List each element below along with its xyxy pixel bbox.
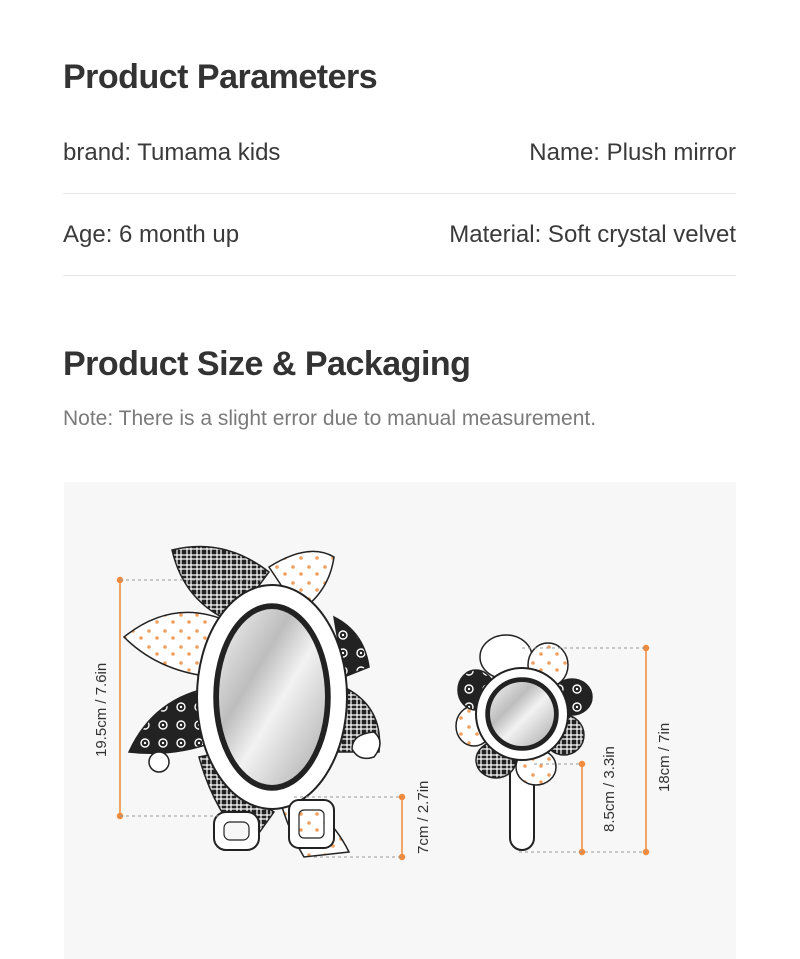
label-small-height: 18cm / 7in: [656, 722, 673, 792]
product-size-title: Product Size & Packaging: [63, 345, 471, 383]
size-diagram: [64, 482, 736, 959]
label-small-handle: 8.5cm / 3.3in: [601, 746, 618, 832]
param-row-2: [63, 194, 736, 276]
measurement-note: Note: There is a slight error due to manual measurement.: [63, 407, 597, 430]
param-row-1: [63, 112, 736, 194]
small-mirror-illustration: [456, 635, 592, 850]
param-age: Age: 6 month up: [63, 220, 240, 248]
size-figure-panel: [64, 482, 736, 959]
param-brand: brand: Tumama kids: [63, 138, 281, 166]
label-large-handle: 7cm / 2.7in: [415, 780, 432, 854]
product-parameters-title: Product Parameters: [63, 58, 378, 96]
label-large-height: 19.5cm / 7.6in: [93, 662, 110, 757]
param-name: Name: Plush mirror: [529, 138, 736, 166]
large-mirror-illustration: [124, 546, 380, 857]
param-material: Material: Soft crystal velvet: [449, 220, 736, 248]
